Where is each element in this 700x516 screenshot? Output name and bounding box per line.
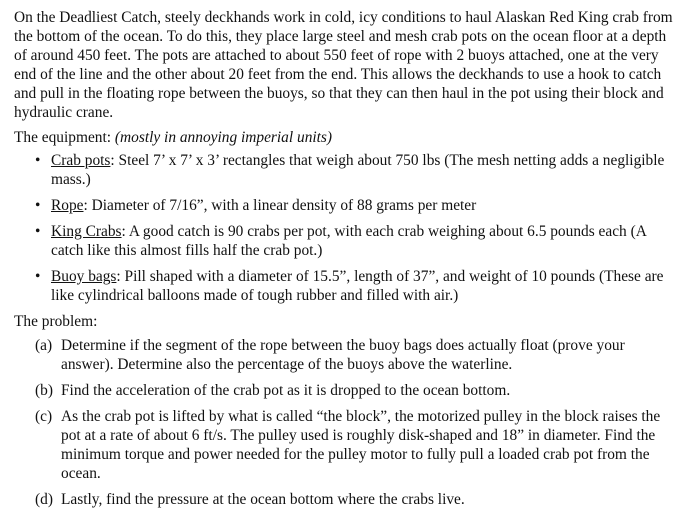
bullet-icon: • <box>35 197 41 214</box>
equipment-heading-note: (mostly in annoying imperial units) <box>114 129 333 146</box>
equipment-item-buoy-bags <box>14 267 674 305</box>
problem-text: Determine if the segment of the rope between the buoy bags does actually float (prove your answer). Determine also the percentage of the buoys above the waterline. <box>61 337 625 373</box>
bullet-icon: • <box>35 268 41 285</box>
bullet-icon: • <box>35 223 41 240</box>
equipment-item-king-crabs <box>14 222 674 260</box>
equipment-description: : Diameter of 7/16”, with a linear density of 88 grams per meter <box>83 197 477 214</box>
problem-label: (c) <box>35 408 53 425</box>
problem-heading: The problem: <box>14 313 98 330</box>
problem-text: Find the acceleration of the crab pot as it is dropped to the ocean bottom. <box>61 382 511 399</box>
problem-label: (d) <box>35 491 53 508</box>
bullet-icon: • <box>35 152 41 169</box>
equipment-heading-label: The equipment: <box>14 129 112 146</box>
problem-label: (a) <box>35 337 53 354</box>
problem-list <box>14 336 674 509</box>
equipment-item-crab-pots <box>14 151 674 189</box>
document-page <box>14 8 674 516</box>
problem-item-b <box>14 381 674 400</box>
intro-paragraph: On the Deadliest Catch, steely deckhands work in cold, icy conditions to haul Alaskan Red King crab from the bottom of the ocean. To do this, they place large steel and mesh crab pots on the ocean floor at a depth of around 450 feet. The pots are attached to about 550 feet of rope with 2 buoys attached, one at the very end of the line and the other about 20 feet from the end. This allows the deckhands to use a hook to catch and pull in the floating rope between the buoys, so that they can then haul in the pot using their block and hydraulic crane. <box>14 9 673 121</box>
problem-label: (b) <box>35 382 53 399</box>
equipment-term: Crab pots <box>51 152 111 169</box>
problem-text: Lastly, find the pressure at the ocean bottom where the crabs live. <box>61 491 465 508</box>
problem-text: As the crab pot is lifted by what is called “the block”, the motorized pulley in the block raises the pot at a rate of about 6 ft/s. The pulley used is roughly disk-shaped and 18” in diameter. Find the minimum torque and power needed for the pulley motor to fully pull a loaded crab pot from the ocean. <box>61 408 661 482</box>
problem-item-a <box>14 336 674 374</box>
equipment-term: Rope <box>51 197 84 214</box>
equipment-term: Buoy bags <box>51 268 117 285</box>
equipment-term: King Crabs <box>51 223 122 240</box>
problem-item-d <box>14 490 674 509</box>
equipment-description: : A good catch is 90 crabs per pot, with each crab weighing about 6.5 pounds each (A catch like this almost fills half the crab pot.) <box>51 223 646 259</box>
equipment-heading <box>14 128 674 147</box>
equipment-description: : Pill shaped with a diameter of 15.5”, length of 37”, and weight of 10 pounds (These are like cylindrical balloons made of tough rubber and filled with air.) <box>51 268 664 304</box>
equipment-list <box>14 151 674 305</box>
equipment-description: : Steel 7’ x 7’ x 3’ rectangles that weigh about 750 lbs (The mesh netting adds a negligible mass.) <box>51 152 665 188</box>
problem-item-c <box>14 407 674 483</box>
equipment-item-rope <box>14 196 674 215</box>
